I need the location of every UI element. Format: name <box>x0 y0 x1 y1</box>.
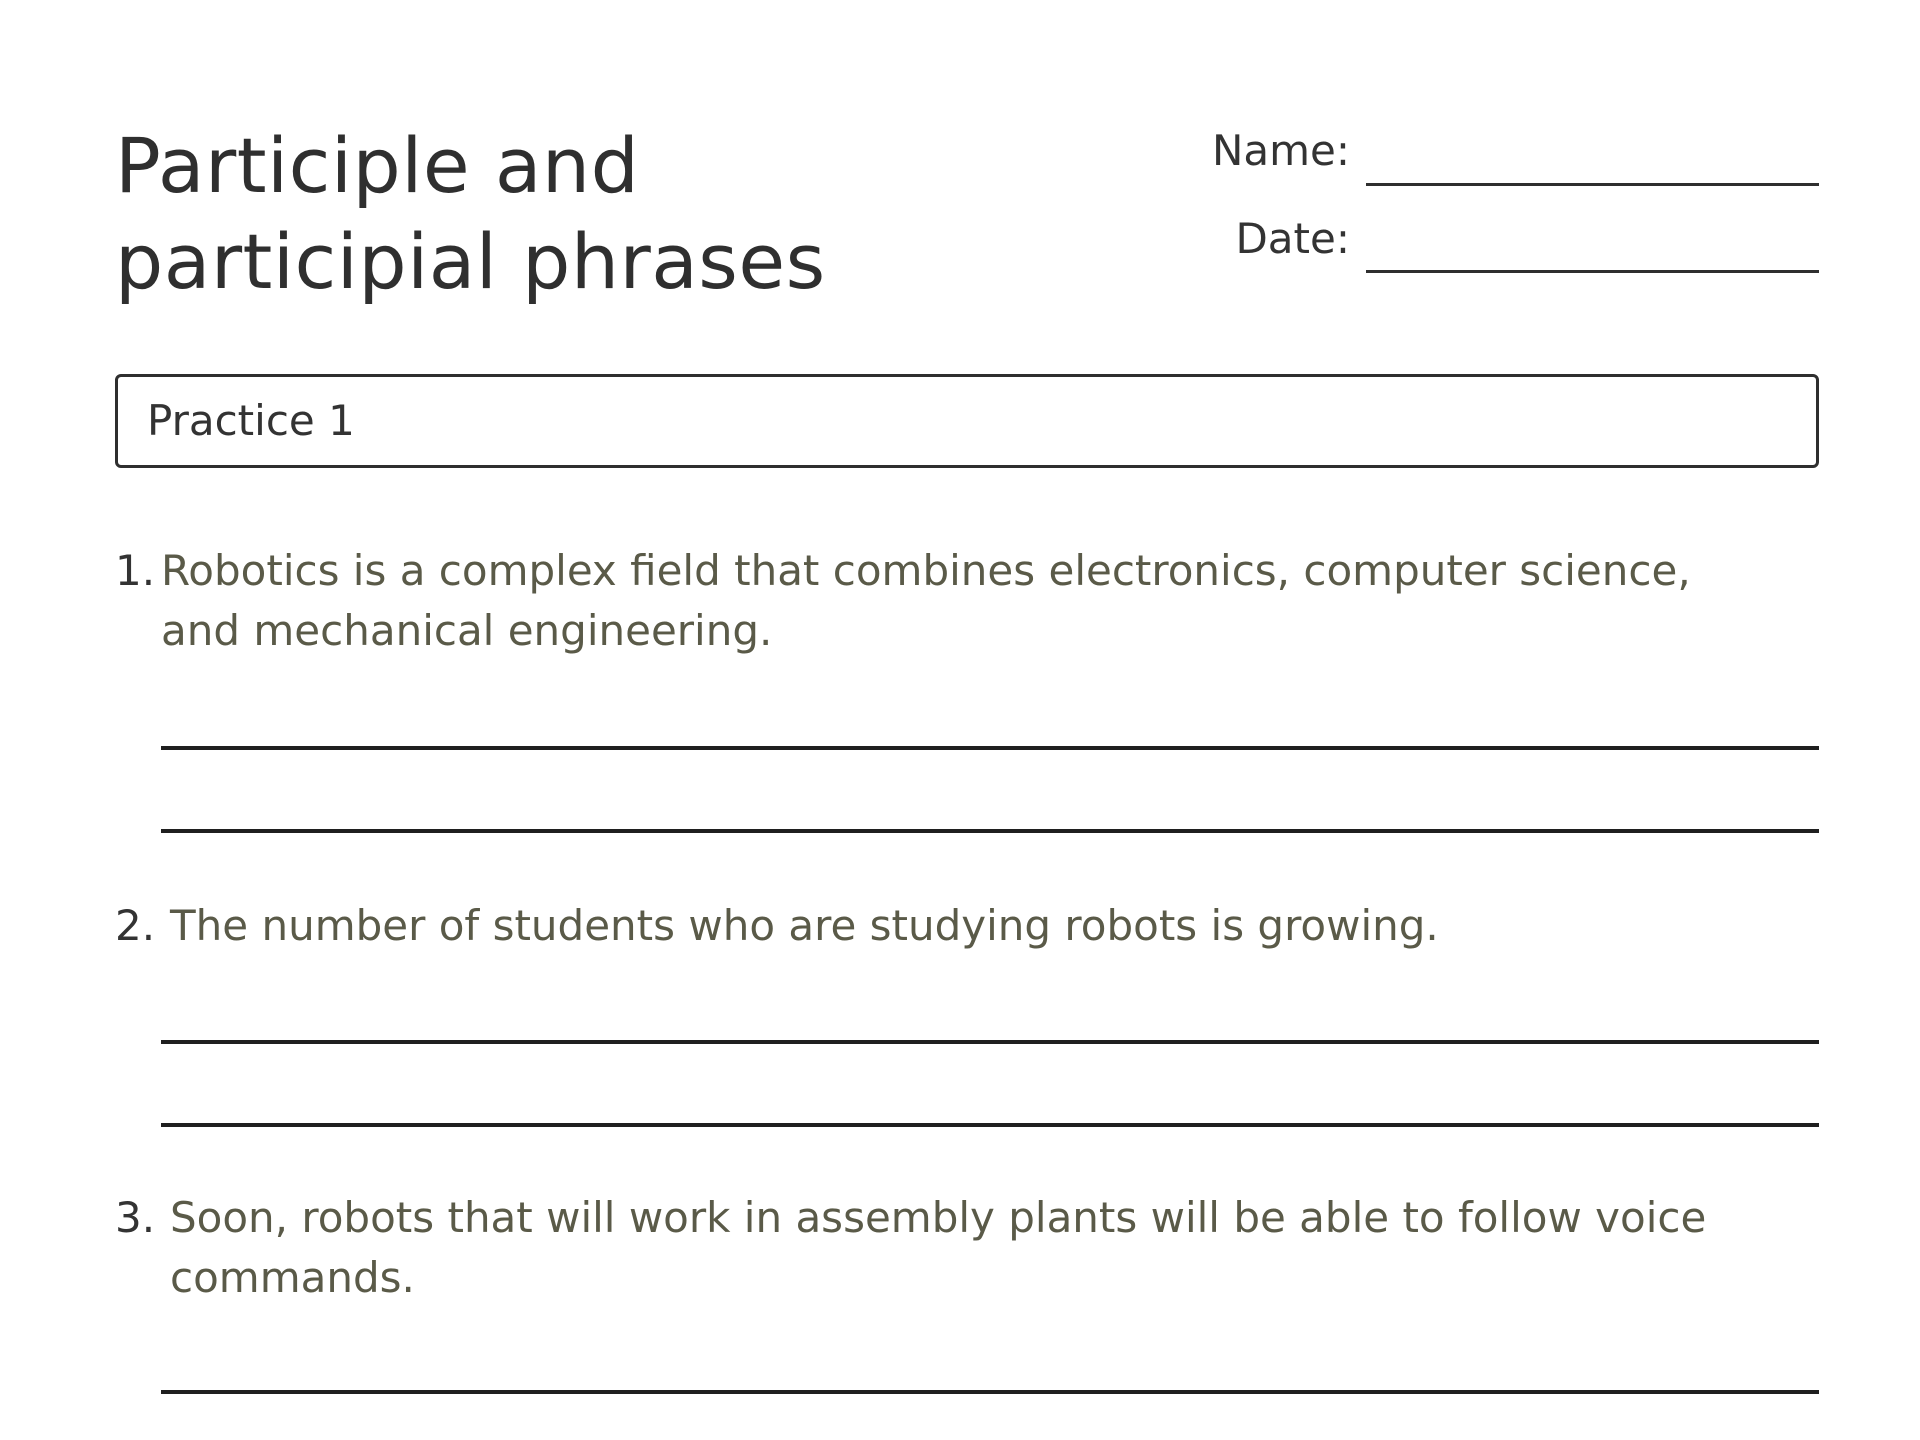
question-number: 2. <box>115 901 156 950</box>
date-label: Date: <box>1235 214 1350 263</box>
question-number: 3. <box>115 1193 156 1242</box>
name-label: Name: <box>1211 126 1350 175</box>
date-line[interactable] <box>1366 270 1819 273</box>
answer-line[interactable] <box>161 1123 1819 1127</box>
question-text: Robotics is a complex field that combines electronics, computer science, and mechanical engineering. <box>161 546 1691 655</box>
answer-line[interactable] <box>161 746 1819 750</box>
question-3 <box>115 1188 1815 1328</box>
question-text: The number of students who are studying robots is growing. <box>170 901 1439 950</box>
practice-section-box <box>115 374 1819 468</box>
question-2 <box>115 896 1815 966</box>
answer-line[interactable] <box>161 1040 1819 1044</box>
question-text: Soon, robots that will work in assembly plants will be able to follow voice commands. <box>170 1193 1707 1302</box>
worksheet-title: Participle and participial phrases <box>115 121 826 306</box>
question-number: 1. <box>115 546 156 595</box>
practice-section-label: Practice 1 <box>147 396 355 445</box>
question-1 <box>115 541 1815 681</box>
answer-line[interactable] <box>161 1390 1819 1394</box>
answer-line[interactable] <box>161 829 1819 833</box>
name-line[interactable] <box>1366 183 1819 186</box>
